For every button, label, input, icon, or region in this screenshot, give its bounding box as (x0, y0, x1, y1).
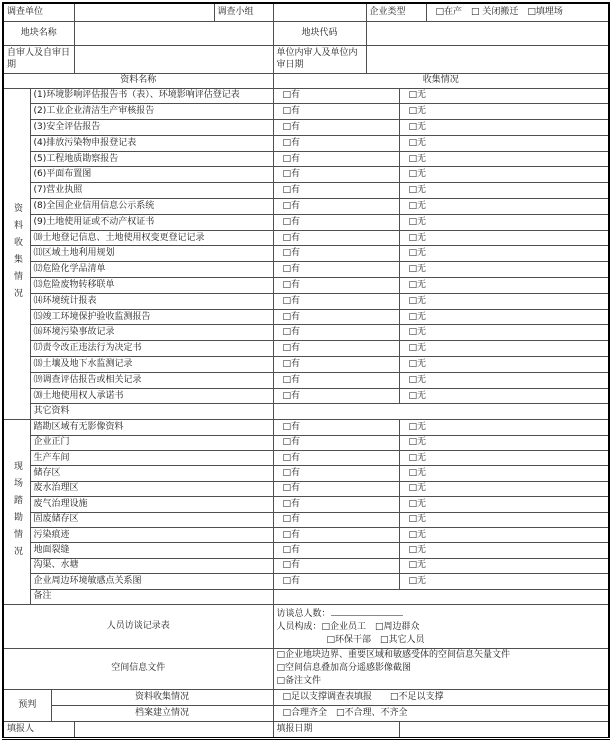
checkbox-not-have[interactable]: □无 (399, 341, 609, 357)
interview-record-label: 人员访谈记录表 (3, 604, 273, 648)
survey-team-label: 调查小组 (214, 3, 273, 21)
interview-total-line[interactable] (277, 606, 606, 621)
checkbox-not-have[interactable]: □无 (399, 574, 609, 589)
checkbox-have[interactable]: □有 (273, 278, 399, 294)
material-item-label: 固废储存区 (30, 512, 273, 527)
material-item-label: (6)平面布置图 (30, 167, 273, 183)
material-item-label: (8)全国企业信用信息公示系统 (30, 199, 273, 215)
material-item-label: 企业周边环境敏感点关系图 (30, 574, 273, 589)
checkbox-have[interactable]: □有 (273, 543, 399, 558)
material-item-label: 踏勘区域有无影像资料 (30, 420, 273, 435)
checkbox-not-have[interactable]: □无 (399, 543, 609, 558)
checkbox-not-have[interactable]: □无 (399, 435, 609, 450)
material-item-label: (9)土地使用证或不动产权证书 (30, 214, 273, 230)
checkbox-have[interactable]: □有 (273, 420, 399, 435)
interview-total-label: 访谈总人数： (276, 608, 331, 619)
material-item-label: ⒁环境统计报表 (30, 293, 273, 309)
prejudge-label: 预判 (3, 689, 51, 721)
checkbox-have[interactable]: □有 (273, 435, 399, 450)
checkbox-have[interactable]: □有 (273, 230, 399, 246)
checkbox-not-have[interactable]: □无 (399, 151, 609, 167)
checkbox-not-have[interactable]: □无 (399, 88, 609, 104)
checkbox-have[interactable]: □有 (273, 372, 399, 388)
checkbox-have[interactable]: □有 (273, 246, 399, 262)
checkbox-not-have[interactable]: □无 (399, 497, 609, 512)
material-item-label: ⒃环境污染事故记录 (30, 325, 273, 341)
plot-name-label: 地块名称 (3, 21, 74, 45)
collection-status-header: 收集情况 (273, 73, 609, 88)
survey-unit-label: 调查单位 (3, 3, 74, 21)
checkbox-have[interactable]: □有 (273, 558, 399, 573)
material-item-label: ⒀危险废物转移联单 (30, 278, 273, 294)
internal-review-value[interactable] (366, 45, 609, 73)
checkbox-have[interactable]: □有 (273, 527, 399, 542)
checkbox-have[interactable]: □有 (273, 388, 399, 404)
self-review-value[interactable] (74, 45, 273, 73)
enterprise-type-label: 企业类型 (366, 3, 426, 21)
checkbox-have[interactable]: □有 (273, 151, 399, 167)
plot-code-label: 地块代码 (273, 21, 366, 45)
checkbox-have[interactable]: □有 (273, 104, 399, 120)
checkbox-not-have[interactable]: □无 (399, 167, 609, 183)
checkbox-have[interactable]: □有 (273, 135, 399, 151)
checkbox-have[interactable]: □有 (273, 167, 399, 183)
section-label-data-collection (3, 88, 30, 420)
checkbox-not-have[interactable]: □无 (399, 309, 609, 325)
material-item-label: 污染痕迹 (30, 527, 273, 542)
checkbox-have[interactable]: □有 (273, 120, 399, 136)
checkbox-not-have[interactable]: □无 (399, 230, 609, 246)
material-item-label: 储存区 (30, 466, 273, 481)
material-item-label: ⒆调查评估报告或相关记录 (30, 372, 273, 388)
spatial-info-content (273, 648, 609, 689)
checkbox-not-have[interactable]: □无 (399, 372, 609, 388)
checkbox-not-have[interactable]: □无 (399, 420, 609, 435)
material-item-label: ⑾区域土地利用规划 (30, 246, 273, 262)
spatial-option-remark[interactable]: □备注文件 (276, 676, 322, 687)
material-item-label: ⑿危险化学品清单 (30, 262, 273, 278)
checkbox-not-have[interactable]: □无 (399, 199, 609, 215)
checkbox-have[interactable]: □有 (273, 325, 399, 341)
interview-composition-line1[interactable]: 人员构成：□企业员工 □周边群众 (276, 621, 420, 632)
checkbox-not-have[interactable]: □无 (399, 183, 609, 199)
plot-name-value[interactable] (74, 21, 273, 45)
fill-date-value[interactable] (399, 721, 609, 738)
checkbox-have[interactable]: □有 (273, 293, 399, 309)
checkbox-not-have[interactable]: □无 (399, 278, 609, 294)
checkbox-have[interactable]: □有 (273, 88, 399, 104)
checkbox-have[interactable]: □有 (273, 497, 399, 512)
material-item-label: (3)安全评估报告 (30, 120, 273, 136)
checkbox-have[interactable]: □有 (273, 199, 399, 215)
material-item-label: 企业正门 (30, 435, 273, 450)
material-item-label: (4)排放污染物申报登记表 (30, 135, 273, 151)
checkbox-not-have[interactable]: □无 (399, 512, 609, 527)
material-name-header: 资料名称 (3, 73, 273, 88)
checkbox-have[interactable]: □有 (273, 183, 399, 199)
survey-unit-value[interactable] (74, 3, 214, 21)
checkbox-not-have[interactable]: □无 (399, 246, 609, 262)
filler-value[interactable] (74, 721, 273, 738)
interview-total-input[interactable] (331, 606, 403, 616)
section-tail-label: 其它资料 (30, 404, 273, 420)
enterprise-type-checkboxes[interactable]: □在产 □ 关闭搬迁 □填埋场 (426, 3, 609, 21)
checkbox-not-have[interactable]: □无 (399, 481, 609, 496)
checkbox-not-have[interactable]: □无 (399, 466, 609, 481)
material-item-label: ⒅土壤及地下水监测记录 (30, 357, 273, 373)
section-label-text: 现场踏勘情况 (12, 461, 22, 564)
checkbox-have[interactable]: □有 (273, 451, 399, 466)
checkbox-not-have[interactable]: □无 (399, 293, 609, 309)
material-item-label: 沟渠、水塘 (30, 558, 273, 573)
prejudge-row-archive-label: 档案建立情况 (51, 705, 273, 721)
survey-form-table (2, 2, 610, 740)
plot-code-value[interactable] (366, 21, 609, 45)
prejudge-row-data-collection-options[interactable]: □足以支撑调查表填报 □不足以支撑 (273, 689, 609, 705)
material-item-label: ⒂竣工环境保护验收监测报告 (30, 309, 273, 325)
checkbox-not-have[interactable]: □无 (399, 325, 609, 341)
checkbox-not-have[interactable]: □无 (399, 357, 609, 373)
section-tail-label: 备注 (30, 589, 273, 604)
checkbox-have[interactable]: □有 (273, 481, 399, 496)
spatial-option-vector[interactable]: □企业地块边界、重要区域和敏感受体的空间信息矢量文件 (276, 650, 511, 661)
material-item-label: 地面裂缝 (30, 543, 273, 558)
material-item-label: 生产车间 (30, 451, 273, 466)
material-item-label: ⒄责令改正违法行为决定书 (30, 341, 273, 357)
material-item-label: 废气治理设施 (30, 497, 273, 512)
material-item-label: 废水治理区 (30, 481, 273, 496)
internal-review-label: 单位内审人及单位内审日期 (273, 45, 366, 73)
spatial-info-label: 空间信息文件 (3, 648, 273, 689)
checkbox-not-have[interactable]: □无 (399, 451, 609, 466)
self-review-label: 自审人及自审日期 (3, 45, 74, 73)
section-tail-value[interactable] (273, 589, 609, 604)
prejudge-row-archive-options[interactable]: □合理齐全 □不合理、不齐全 (273, 705, 609, 721)
material-item-label: (5)工程地质勘察报告 (30, 151, 273, 167)
interview-content (273, 604, 609, 648)
survey-team-value[interactable] (273, 3, 366, 21)
section-label-text: 资料收集情况 (12, 202, 22, 305)
checkbox-not-have[interactable]: □无 (399, 558, 609, 573)
checkbox-have[interactable]: □有 (273, 341, 399, 357)
checkbox-not-have[interactable]: □无 (399, 214, 609, 230)
checkbox-have[interactable]: □有 (273, 466, 399, 481)
material-item-label: (2)工业企业清洁生产审核报告 (30, 104, 273, 120)
prejudge-row-data-collection-label: 资料收集情况 (51, 689, 273, 705)
checkbox-have[interactable]: □有 (273, 574, 399, 589)
material-item-label: ⒇土地使用权人承诺书 (30, 388, 273, 404)
material-item-label: (1)环境影响评估报告书（表）、环境影响评估登记表 (30, 88, 273, 104)
checkbox-not-have[interactable]: □无 (399, 135, 609, 151)
material-item-label: ⑽土地登记信息、土地使用权变更登记记录 (30, 230, 273, 246)
interview-composition-line2[interactable]: □环保干部 □其它人员 (326, 634, 425, 645)
checkbox-not-have[interactable]: □无 (399, 527, 609, 542)
section-label-site-survey (3, 420, 30, 605)
spatial-option-screenshot[interactable]: □空间信息叠加高分遥感影像截图 (276, 663, 412, 674)
checkbox-not-have[interactable]: □无 (399, 388, 609, 404)
checkbox-have[interactable]: □有 (273, 262, 399, 278)
section-tail-value[interactable] (273, 404, 609, 420)
checkbox-have[interactable]: □有 (273, 214, 399, 230)
checkbox-have[interactable]: □有 (273, 309, 399, 325)
material-item-label: (7)营业执照 (30, 183, 273, 199)
checkbox-have[interactable]: □有 (273, 357, 399, 373)
fill-date-label: 填报日期 (273, 721, 399, 738)
checkbox-have[interactable]: □有 (273, 512, 399, 527)
checkbox-not-have[interactable]: □无 (399, 120, 609, 136)
filler-label: 填报人 (3, 721, 74, 738)
checkbox-not-have[interactable]: □无 (399, 262, 609, 278)
checkbox-not-have[interactable]: □无 (399, 104, 609, 120)
